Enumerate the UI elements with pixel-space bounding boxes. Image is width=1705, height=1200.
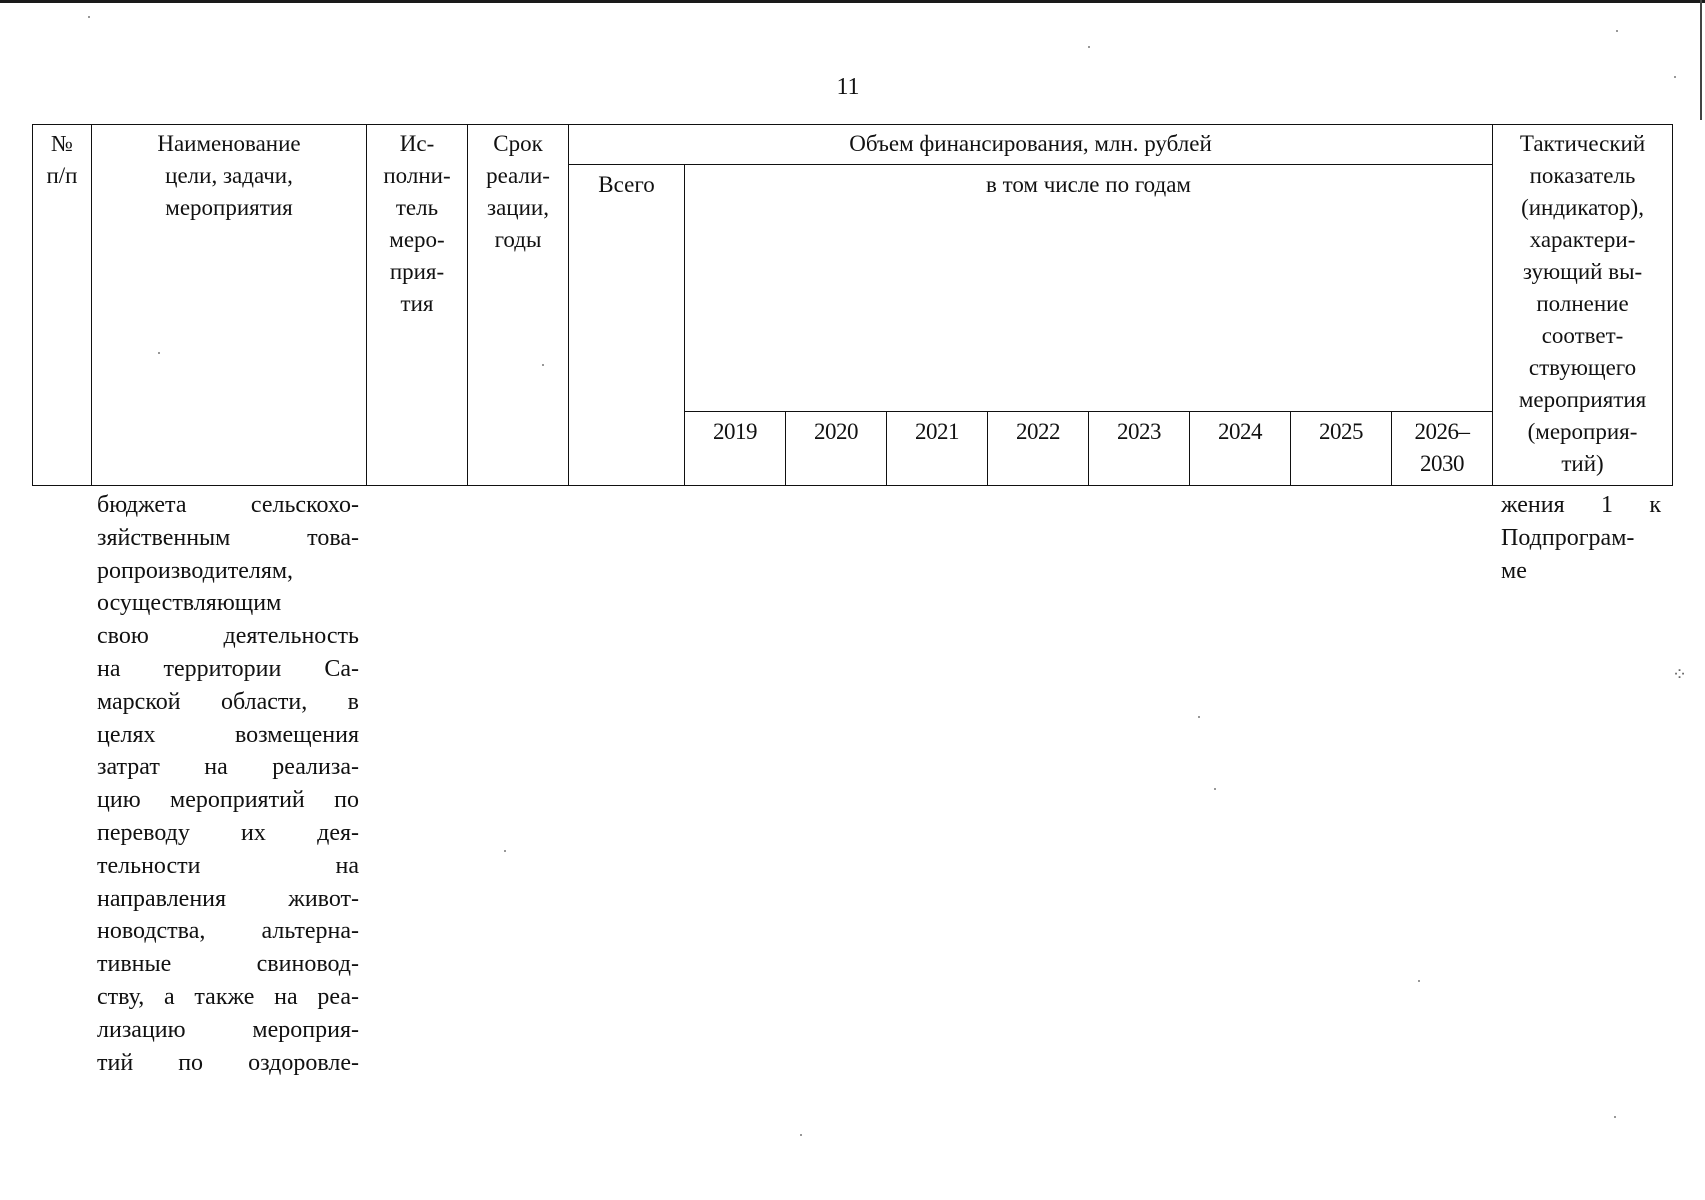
header-executor: Ис- полни- тель меро- прия- тия (367, 125, 468, 486)
name-line: цию мероприятий по (97, 787, 359, 814)
scan-speck (1198, 716, 1200, 718)
name-line: ропроизводителям, (97, 557, 294, 584)
scan-speck: ⁘ (1672, 664, 1688, 685)
header-year-2022: 2022 (988, 412, 1089, 486)
scan-speck (1616, 30, 1618, 32)
scan-speck (542, 364, 544, 366)
name-line: направления живот- (97, 885, 359, 912)
name-line: затрат на реализа- (97, 754, 359, 781)
name-line: марской области, в (97, 688, 359, 715)
continuation-name-text (97, 489, 359, 1079)
header-year-2019: 2019 (685, 412, 786, 486)
page-number: 11 (836, 74, 860, 100)
program-table-header (32, 124, 1673, 486)
header-year-2025: 2025 (1291, 412, 1392, 486)
header-total: Всего (569, 165, 685, 486)
header-term: Срок реали- зации, годы (468, 125, 569, 486)
header-year-2020: 2020 (786, 412, 887, 486)
name-line: тивные свиновод- (97, 951, 359, 978)
header-year-2023: 2023 (1089, 412, 1190, 486)
scan-speck (1614, 1116, 1616, 1118)
top-page-rule (0, 0, 1705, 3)
scan-speck (800, 1134, 802, 1136)
name-line: бюджета сельскохо- (97, 492, 359, 518)
scan-speck (158, 352, 160, 354)
header-name: Наименование цели, задачи, мероприятия (92, 125, 367, 486)
scan-speck (1674, 76, 1676, 78)
header-by-years: в том числе по годам (685, 165, 1493, 412)
header-funding: Объем финансирования, млн. рублей (569, 125, 1493, 165)
header-indicator: Тактический показатель (индикатор), характери- зующий вы- полнение соответ- ствующего мероприятия (мероприя- тий) (1493, 125, 1673, 486)
name-line: свою деятельность (97, 623, 359, 650)
scan-speck (1418, 980, 1420, 982)
header-year-2026-2030: 2026– 2030 (1392, 412, 1493, 486)
name-line: тий по оздоровле- (97, 1049, 359, 1076)
name-line: осуществляющим (97, 590, 282, 617)
indicator-line: ме (1501, 557, 1527, 584)
scan-speck (88, 16, 90, 18)
header-year-2024: 2024 (1190, 412, 1291, 486)
continuation-indicator-text (1501, 489, 1661, 587)
header-year-2021: 2021 (887, 412, 988, 486)
scan-speck (1088, 46, 1090, 48)
name-line: переводу их дея- (97, 819, 359, 846)
right-page-rule (1700, 0, 1702, 120)
name-line: зяйственным това- (97, 524, 359, 551)
name-line: лизацию мероприя- (97, 1016, 359, 1043)
scan-speck (504, 850, 506, 852)
header-num: № п/п (33, 125, 92, 486)
scan-speck (1214, 788, 1216, 790)
name-line: новодства, альтерна- (97, 918, 359, 945)
name-line: целях возмещения (97, 721, 359, 748)
name-line: ству, а также на реа- (97, 983, 359, 1010)
indicator-line: жения 1 к (1501, 492, 1661, 518)
name-line: на территории Са- (97, 655, 359, 682)
name-line: тельности на (97, 852, 359, 879)
indicator-line: Подпрограм- (1501, 524, 1635, 551)
